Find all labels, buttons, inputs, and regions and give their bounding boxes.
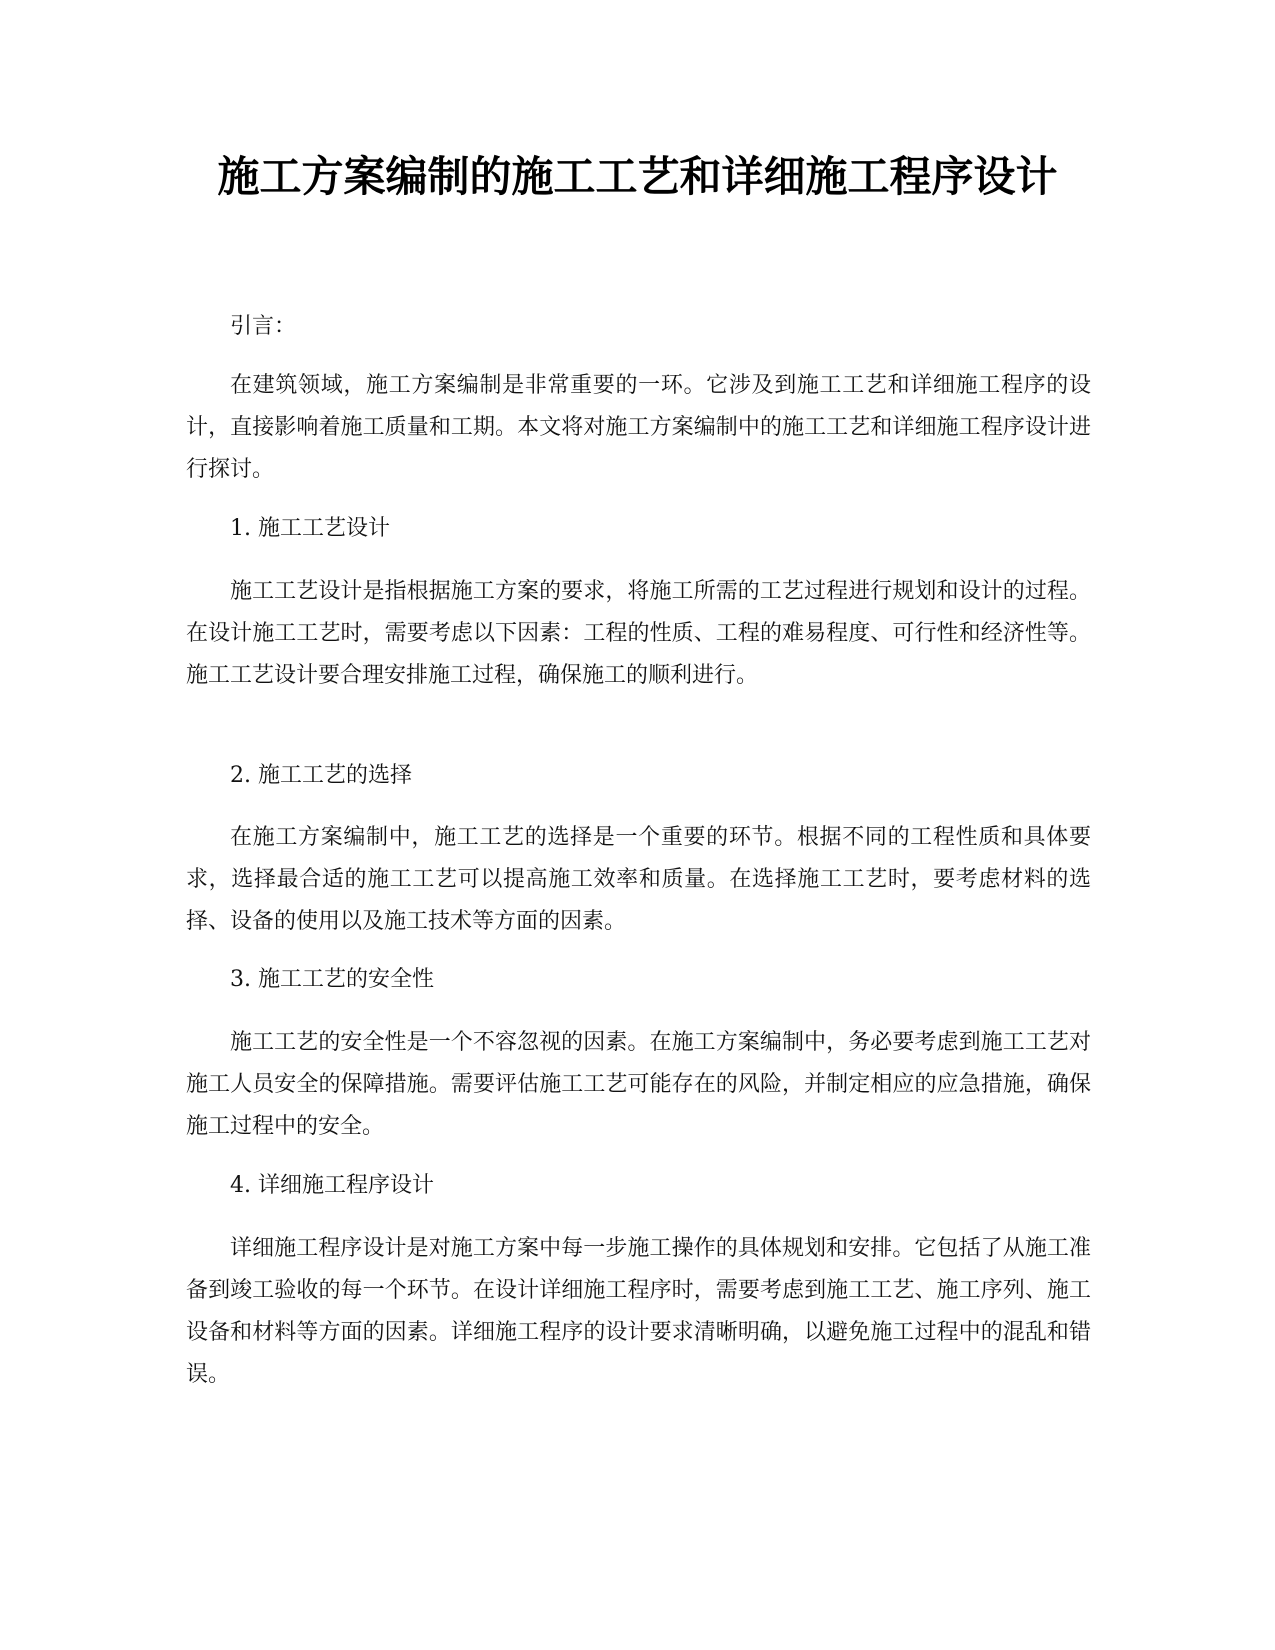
intro-label: 引言：	[230, 314, 297, 339]
section-heading-2: 2. 施工工艺的选择	[230, 763, 412, 788]
document-title: 施工方案编制的施工工艺和详细施工程序设计	[217, 152, 1058, 201]
section-paragraph-2: 在施工方案编制中，施工工艺的选择是一个重要的环节。根据不同的工程性质和具体要求，选择最合适的施工工艺可以提高施工效率和质量。在选择施工工艺时，要考虑材料的选择、设备的使用以及施工技术等方面的因素。	[186, 825, 1091, 934]
section-paragraph-1: 施工工艺设计是指根据施工方案的要求，将施工所需的工艺过程进行规划和设计的过程。在设计施工工艺时，需要考虑以下因素：工程的性质、工程的难易程度、可行性和经济性等。施工工艺设计要合理安排施工过程，确保施工的顺利进行。	[186, 579, 1091, 688]
section-heading-3: 3. 施工工艺的安全性	[230, 967, 434, 992]
section-heading-1: 1. 施工工艺设计	[230, 516, 390, 541]
intro-paragraph: 在建筑领域，施工方案编制是非常重要的一环。它涉及到施工工艺和详细施工程序的设计，直接影响着施工质量和工期。本文将对施工方案编制中的施工工艺和详细施工程序设计进行探讨。	[186, 373, 1091, 482]
section-heading-4: 4. 详细施工程序设计	[230, 1173, 434, 1198]
section-paragraph-4: 详细施工程序设计是对施工方案中每一步施工操作的具体规划和安排。它包括了从施工准备到竣工验收的每一个环节。在设计详细施工程序时，需要考虑到施工工艺、施工序列、施工设备和材料等方面的因素。详细施工程序的设计要求清晰明确，以避免施工过程中的混乱和错误。	[186, 1236, 1091, 1387]
section-paragraph-3: 施工工艺的安全性是一个不容忽视的因素。在施工方案编制中，务必要考虑到施工工艺对施工人员安全的保障措施。需要评估施工工艺可能存在的风险，并制定相应的应急措施，确保施工过程中的安全。	[186, 1030, 1091, 1139]
